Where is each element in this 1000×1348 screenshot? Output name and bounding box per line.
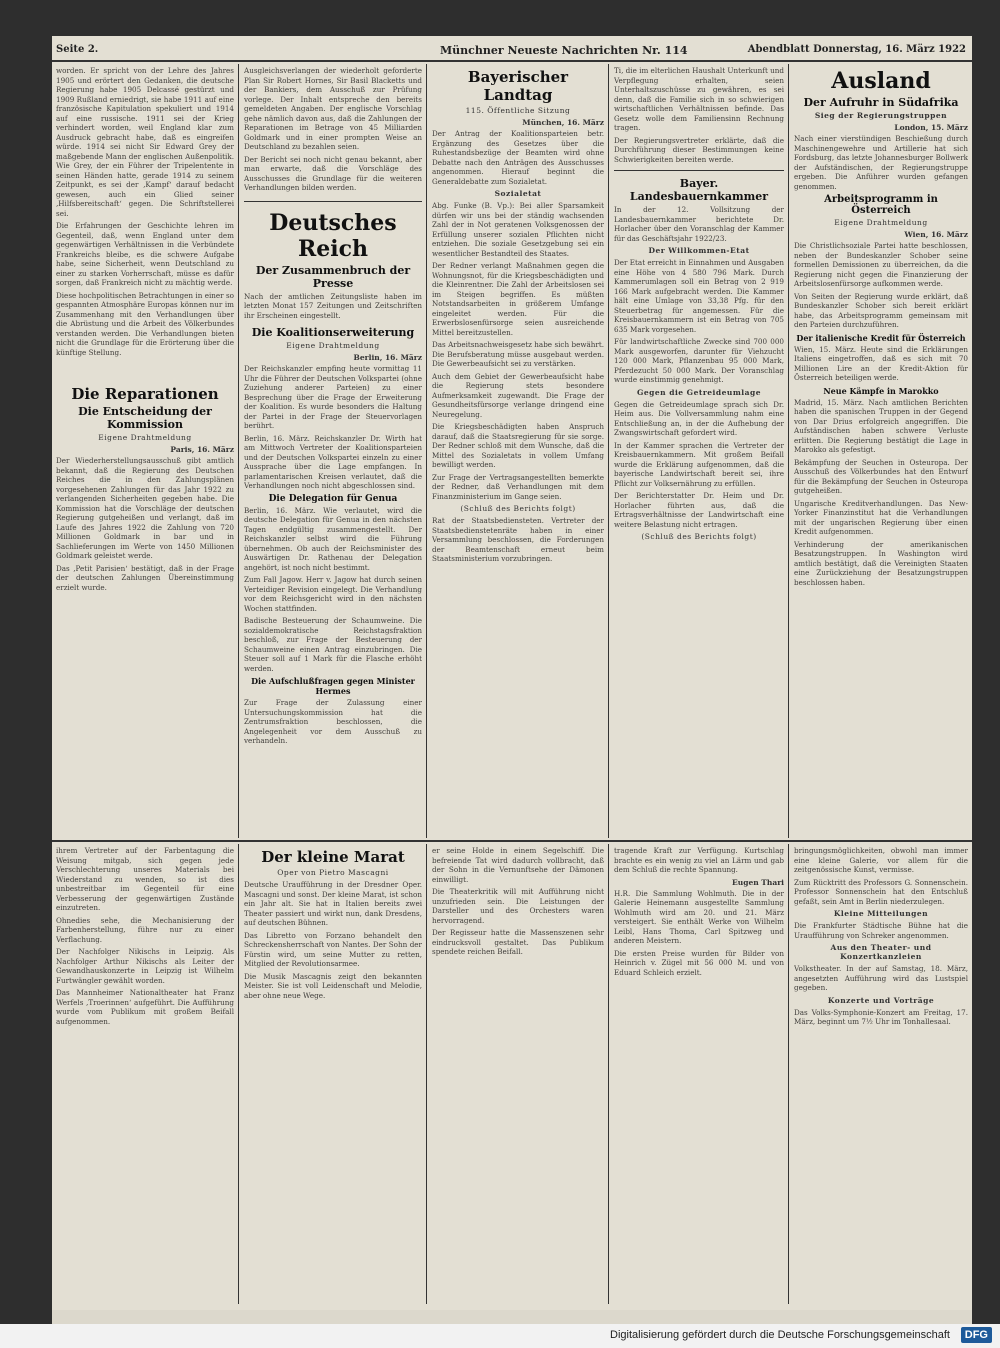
article-text: Nach einer vierstündigen Beschießung durch Maschinengewehre und Artillerie hat sich Fordsburg, das letzte Johannesburger Bollwerk der Aufständischen, der Regierungstruppe ergeben. Die Anführer wurden gefangen genommen. — [794, 134, 968, 191]
article-text: Zur Frage der Zulassung einer Untersuchungskommission hat die Zentrumsfraktion beschlossen, die Angelegenheit vor dem Ausschuß zu verhandeln. — [244, 698, 422, 745]
marat-headline: Der kleine Marat — [261, 848, 405, 866]
article-text: ihrem Vertreter auf der Farbentagung die Weisung mitgab, sich gegen jede Verschlechterung unseres Materials bei Wiederstand zu wenden, so ist dies unbestreitbar im Gegenteil für eine Verbesserung der gegenwärtigen Zustände einzutreten. — [56, 846, 234, 912]
column-5 — [794, 66, 968, 838]
article-text: Der Bericht sei noch nicht genau bekannt, aber man erwarte, daß die Vorschläge des Ausschusses die Grundlage für die weiteren Verhandlungen bilden werden. — [244, 154, 422, 192]
section-label: Sozialetat — [494, 189, 542, 198]
column-2 — [244, 66, 422, 838]
article-text: Bekämpfung der Seuchen in Osteuropa. Der Ausschuß des Völkerbundes hat den Entwurf für die Bekämpfung der Seuchen in Osteuropa gutgeheißen. — [794, 457, 968, 495]
section-rule — [244, 201, 422, 202]
article-text: Die Erfahrungen der Geschichte lehren im Gegenteil, daß, wenn England unter dem gegenwärtigen Verhältnissen in die Verbündete Frankreichs bleibe, es die schwere Aufgabe habe, seine Sicherheit, wenn Deutschland zu einer zu starken Vorherrschaft, müsse es dafür sorgen, daß Frankreich nicht zu mächtig werde. — [56, 221, 234, 287]
article-text: Das Libretto von Forzano behandelt den Schreckensherrschaft von Nantes. Der Sohn der Fürstin wird, um seine Mutter zu retten, Mitglied der Revolutionsarmee. — [244, 930, 422, 968]
article-text: Von Seiten der Regierung wurde erklärt, daß Bundeskanzler Schober sich bereit erklärt habe, das Arbeitsprogramm gemeinsam mit den Parteien durchzuführen. — [794, 291, 968, 329]
article-text: Berlin, 16. März. Wie verlautet, wird die deutsche Delegation für Genua in den nächsten Tagen endgültig zusammengestellt. Der Reichskanzler selbst wird die Führung übernehmen. Ob auch der Reichsminister des Auswärtigen Dr. Rathenau der Delegation angehört, ist noch nicht bestimmt. — [244, 505, 422, 572]
article-text: Zur Frage der Vertragsangestellten bemerkte der Redner, daß Verhandlungen mit dem Finanzministerium im Gange seien. — [432, 472, 604, 501]
article-text: Diese hochpolitischen Betrachtungen in einer so gespannten Atmosphäre Europas können nur im Zusammenhang mit den Verhandlungen über die Abrüstung und die Arbeit des Völkerbundes verstanden werden. Die Verhandlungen bieten nicht die Grundlage für die Erörterung über die künftige Stellung. — [56, 290, 234, 357]
column-rule — [608, 844, 609, 1304]
article-text: Badische Besteuerung der Schaumweine. Die sozialdemokratische Reichstagsfraktion beschloß, zur Frage der Besteuerung der Schaumweine einen Antrag einzubringen. Die Steuer soll auf 1 Mark für die Flasche erhöht werden. — [244, 616, 422, 673]
article-text: Das Volks-Symphonie-Konzert am Freitag, 17. März, beginnt um 7½ Uhr im Tonhallesaal. — [794, 1007, 968, 1026]
article-text: Ohnedies sehe, die Mechanisierung der Farbenherstellung, führe nur zu einer Verflachung. — [56, 915, 234, 944]
article-text: Abg. Funke (B. Vp.): Bei aller Sparsamkeit dürfen wir uns bei der ständig wachsenden Zahl der in Not geratenen Volksgenossen der Erfüllung unserer sozialen Pflichten nicht entziehen. Die soziale Gesetzgebung sei ein wesentlicher Bestandteil des Staates. — [432, 201, 604, 258]
reparations-headline: Die Reparationen — [71, 385, 219, 403]
dateline: Berlin, 16. März — [353, 353, 422, 362]
dateline: Wien, 16. März — [904, 230, 968, 239]
article-text: Ti, die im elterlichen Haushalt Unterkunft und Verpflegung erhalten, seien Unterhaltszuschüsse zu gewähren, es sei denn, daß die Familie sich in so schwierigen wirtschaftlichen Verhältnissen befinde. Das Gesetz wolle dem Familiensinn Rechnung tragen. — [614, 66, 784, 132]
article-text: Ungarische Kreditverhandlungen. Das New-Yorker Finanzinstitut hat die Verhandlungen mit der ungarischen Regierung über einen Kredit aufgenommen. — [794, 498, 968, 536]
article-text: Der Berichterstatter Dr. Heim und Dr. Horlacher führten aus, daß die Ertragsverhältnisse der Landwirtschaft eine weitere Belastung nicht ertragen. — [614, 491, 784, 529]
edition-line: Abendblatt Donnerstag, 16. März 1922 — [747, 44, 966, 55]
continued-note: (Schluß des Berichts folgt) — [460, 504, 576, 513]
article-text: Für landwirtschaftliche Zwecke sind 700 000 Mark ausgeworfen, darunter für Viehzucht 120 000 Mark, Pflanzenbau 95 000 Mark, Pferdezucht 50 000 Mark. Der Voranschlag wurde einstimmig genehmigt. — [614, 337, 784, 384]
aufruhr-headline: Der Aufruhr in Südafrika — [803, 96, 959, 109]
article-text: Der Regisseur hatte die Massenszenen sehr eindrucksvoll gestaltet. Das Publikum spendete reichen Beifall. — [432, 928, 604, 956]
presse-headline: Der Zusammenbruch der Presse — [255, 263, 411, 290]
article-text: In der 12. Vollsitzung der Landesbauernkammer berichtete Dr. Horlacher über den Voranschlag der Kammer für das Geschäftsjahr 1922/23. — [614, 205, 784, 243]
article-text: bringungsmöglichkeiten, obwohl man immer eine kleine Galerie, vor allem für die zeitgenössische Kunst, vermisse. — [794, 846, 968, 874]
article-text: Der Antrag der Koalitionsparteien betr. Ergänzung des Gesetzes über die Ruhestandsbezüge der Beamten wird ohne Debatte nach den Anträgen des Ausschusses angenommen. Hierauf beginnt die Generaldebatte zum Sozialetat. — [432, 129, 604, 186]
article-text: Die ersten Preise wurden für Bilder von Heinrich v. Zügel mit 56 000 M. und von Eduard Schleich erzielt. — [614, 948, 784, 977]
arbeitsprogramm-headline: Arbeitsprogramm in Österreich — [824, 194, 938, 216]
article-text: Der Etat erreicht in Einnahmen und Ausgaben eine Höhe von 4 580 796 Mark. Durch Kammerumlagen soll ein Betrag von 2 919 166 Mark aufgebracht werden. Die Kammer hält eine Umlage von 33,38 Pfg. für den Steuerbetrag für angemessen. Für die Kreisbauernkammern ist ein Betrag von 705 635 Mark vorgesehen. — [614, 258, 784, 334]
reparations-subheadline: Die Entscheidung der Kommission — [78, 405, 212, 431]
author-signature: Eugen Thari — [732, 877, 784, 887]
article-text: Rat der Staatsbediensteten. Vertreter der Staatsbedienstetenräte haben in einer Versammlung beschlossen, die Forderungen der Beamtenschaft erneut beim Staatsministerium vorzubringen. — [432, 516, 604, 563]
marokko-headline: Neue Kämpfe in Marokko — [823, 385, 939, 396]
continued-note: (Schluß des Berichts folgt) — [641, 532, 757, 541]
hermes-headline: Die Aufschlußfragen gegen Minister Hermes — [251, 676, 415, 696]
feuilleton-column-5 — [794, 846, 968, 1304]
column-4 — [614, 66, 784, 838]
genua-headline: Die Delegation für Genua — [268, 493, 398, 504]
article-text: Der Nachfolger Nikischs in Leipzig. Als Nachfolger Arthur Nikischs als Leiter der Gewandhauskonzerte in Leipzig ist Wilhelm Furtwängler gewählt worden. — [56, 947, 234, 985]
column-rule — [426, 64, 427, 838]
article-text: Verhinderung der amerikanischen Besatzungstruppen. In Washington wird amtlich bestätigt, daß die Vereinigten Staaten eine Zurückziehung der Besatzungstruppen beschlossen haben. — [794, 539, 968, 587]
column-rule — [238, 64, 239, 838]
article-text: Der Wiederherstellungsausschuß gibt amtlich bekannt, daß die Regierung des Deutschen Reiches die in den Zahlungsplänen vorgesehenen Zahlungen für das Jahr 1922 zu verlangenden Sicherheiten gegeben habe. Die Kommission hat die Vorschläge der deutschen Regierung gutgeheißen und verlangt, daß im Laufe des Jahres 1922 die Zahlung von 720 Millionen Goldmark in bar und in Sachlieferungen im Werte von 1450 Millionen Goldmark geleistet werde. — [56, 456, 234, 560]
marat-subheadline: Oper von Pietro Mascagni — [277, 868, 389, 877]
article-text: In der Kammer sprachen die Vertreter der Kreisbauernkammern. Mit großem Beifall wurde die Erklärung aufgenommen, daß die bayerische Landwirtschaft bereit sei, ihre Pflicht zur Volksernährung zu erfüllen. — [614, 440, 784, 488]
dfg-badge-text: DFG — [964, 1329, 988, 1341]
subheadline: Sieg der Regierungstruppen — [814, 111, 948, 120]
funding-notice: Digitalisierung gefördert durch die Deutsche Forschungsgemeinschaft — [610, 1329, 950, 1341]
article-text: Die Frankfurter Städtische Bühne hat die Uraufführung von Schreker angenommen. — [794, 921, 968, 940]
kredit-headline: Der italienische Kredit für Österreich — [796, 332, 966, 343]
session-line: 115. Öffentliche Sitzung — [465, 106, 571, 115]
article-text: Die Theaterkritik will mit Aufführung nicht unzufrieden sein. Die Leistungen der Darsteller und des Orchesters waren hervorragend. — [432, 887, 604, 925]
masthead: Münchner Neueste Nachrichten Nr. 114 — [440, 44, 688, 57]
feuilleton-column-1 — [56, 846, 234, 1304]
page-bottom-margin — [52, 1310, 972, 1324]
article-text: Das Mannheimer Nationaltheater hat Franz Werfels ‚Troerinnen‘ aufgeführt. Die Aufführung wurde vom Publikum mit großem Beifall aufgenommen. — [56, 988, 234, 1026]
article-text: Zum Rücktritt des Professors G. Sonnenschein. Professor Sonnenschein hat den Entschluß gefaßt, sein Amt in Berlin niederzulegen. — [794, 877, 968, 906]
section-label: Aus den Theater- und Konzertkanzleien — [830, 943, 932, 961]
column-3 — [432, 66, 604, 838]
section-label: Der Willkommen-Etat — [648, 246, 750, 255]
article-text: Die Musik Mascagnis zeigt den bekannten Meister. Sie ist voll Leidenschaft und Melodie, aber ohne neue Wege. — [244, 971, 422, 1000]
source-line: Eigene Drahtmeldung — [286, 341, 380, 350]
feuilleton-column-4 — [614, 846, 784, 1304]
article-text: Ausgleichsverlangen der wiederholt geforderte Plan Sir Robert Hornes, Sir Basil Blacketts und der Bankiers, dem Ausschuß zur Prüfung vorlege. Der Inhalt entspreche den bereits gemeldeten Angaben. Der englische Vorschlag gehe nämlich davon aus, daß die Zahlungen der Reparationen im Betrage von 45 Milliarden Goldmark und in einer prompten Weise an Deutschland zu bezahlen seien. — [244, 66, 422, 151]
article-text: Deutsche Uraufführung in der Dresdner Oper. Mascagni und sonst. Der kleine Marat, ist schon ein Jahr alt. Sie hat in Italien bereits zwei Theater passiert und wirkt nun, dank Dresdens, auf deutschen Bühnen. — [244, 880, 422, 927]
article-text: Auch dem Gebiet der Gewerbeaufsicht habe die Regierung stets besondere Aufmerksamkeit zugewandt. Die Frage der Gesundheitsfürsorge verlange dringend eine Neuregelung. — [432, 371, 604, 419]
digitization-footer — [0, 1324, 1000, 1348]
feuilleton-rule — [52, 840, 972, 842]
article-text: worden. Er spricht von der Lehre des Jahres 1905 und erörtert den Gedanken, die deutsche Regierung habe 1905 Delcassé gestürzt und 1909 Rußland erniedrigt, sie habe 1911 auf eine französische Kapitulation spekuliert und 1914 auf eine russische. 1911 sei der Krieg verhindert worden, weil England klar zum Ausdruck gebracht habe, daß es eingreifen würde. 1914 sei nicht Sir Edward Grey der maßgebende Mann der englischen Außenpolitik. Wie Grey, der ein Führer der Tripelentente in seinen Händen hatte, gerade 1914 zu seinem Zeitpunkt, es sei der ‚Kampf‘ darauf bedacht gewesen, auch ein Glied seiner ‚Hilfsbereitschaft‘ gegen. Die Schriftstellerei sei. — [56, 66, 234, 218]
section-label: Kleine Mitteilungen — [833, 909, 929, 918]
article-text: Gegen die Getreideumlage sprach sich Dr. Heim aus. Die Vollversammlung nahm eine Entschließung an, in der die Aufhebung der Zwangswirtschaft gefordert wird. — [614, 399, 784, 437]
column-rule — [426, 844, 427, 1304]
column-rule — [608, 64, 609, 838]
article-text: Nach der amtlichen Zeitungsliste haben im letzten Monat 157 Zeitungen und Zeitschriften ihr Erscheinen eingestellt. — [244, 291, 422, 320]
article-text: Der Regierungsvertreter erklärte, daß die Durchführung dieser Bestimmungen keine Schwierigkeiten bereiten werde. — [614, 135, 784, 164]
article-text: Volkstheater. In der auf Samstag, 18. März, angesetzten Aufführung wird das Lustspiel gegeben. — [794, 964, 968, 992]
article-text: Wien, 15. März. Heute sind die Erklärungen Italiens eingetroffen, daß es sich mit 70 Millionen Lire an der Kredit-Aktion für Österreich beteiligen werde. — [794, 344, 968, 382]
dateline: Paris, 16. März — [170, 445, 234, 454]
newspaper-page — [52, 36, 972, 1310]
koalition-headline: Die Koalitionserweiterung — [251, 326, 415, 339]
article-text: tragende Kraft zur Verfügung. Kurtschlag brachte es ein wenig zu viel an Lärm und gab dem Schluß die rechte Spannung. — [614, 846, 784, 874]
ausland-headline: Ausland — [831, 68, 931, 94]
article-text: Die Christlichsoziale Partei hatte beschlossen, neben der Bundeskanzler Schober seine formellen Demissionen zu überreichen, da die Regierung nicht gegen die Finanzierung der Arbeitslosenfürsorge aufkommen werde. — [794, 241, 968, 288]
header-rule — [52, 60, 972, 62]
section-label: Gegen die Getreideumlage — [636, 387, 762, 397]
page-label: Seite 2. — [56, 44, 99, 55]
section-rule — [614, 170, 784, 171]
feuilleton-column-3 — [432, 846, 604, 1304]
article-text: Madrid, 15. März. Nach amtlichen Berichten haben die spanischen Truppen in der Gegend von Dar Drius erfolgreich angegriffen. Die Aufständischen haben schwere Verluste erlitten. Die Regierung bestätigt die Lage in Marokko als gefestigt. — [794, 397, 968, 454]
dateline: London, 15. März — [894, 123, 968, 132]
dfg-logo — [961, 1327, 992, 1343]
bauernkammer-headline: Bayer. Landesbauernkammer — [629, 177, 769, 203]
column-rule — [788, 844, 789, 1304]
article-text: Das Arbeitsnachweisgesetz habe sich bewährt. Die Berufsberatung müsse ausgebaut werden. Die Gewerbeaufsicht sei zu verstärken. — [432, 340, 604, 368]
deutsches-reich-headline: Deutsches Reich — [269, 209, 397, 262]
article-text: Berlin, 16. März. Reichskanzler Dr. Wirth hat am Mittwoch Vertreter der Koalitionsparteien und der Deutschen Volkspartei einzeln zu einer Aussprache über die Lage empfangen. In parlamentarischen Kreisen verlautet, daß die Verhandlungen noch nicht abgeschlossen sind. — [244, 433, 422, 490]
column-rule — [788, 64, 789, 838]
article-text: Der Redner verlangt Maßnahmen gegen die Wohnungsnot, für die Kriegsbeschädigten und die Kleinrentner. Die Zahl der Arbeitslosen sei im Steigen begriffen. Es müßten Notstandsarbeiten in größerem Umfange eingeleitet werden. Für die Erwerbslosenfürsorge seien ausreichende Mittel bereitzustellen. — [432, 261, 604, 337]
feuilleton-column-2 — [244, 846, 422, 1304]
article-text: Die Kriegsbeschädigten haben Anspruch darauf, daß die Staatsregierung für sie sorge. Der Redner schloß mit dem Wunsche, daß die Mittel des Sozialetats in vollem Umfang bewilligt werden. — [432, 422, 604, 469]
column-1 — [56, 66, 234, 838]
article-text: er seine Holde in einem Segelschiff. Die befreiende Tat wird dadurch vollbracht, daß der Sohn in die Vernunftsehe der Dämonen einwilligt. — [432, 846, 604, 884]
article-text: Der Reichskanzler empfing heute vormittag 11 Uhr die Führer der Deutschen Volkspartei (ohne Zuziehung anderer Parteien) zu einer Besprechung über die Frage der Erweiterung der Koalition. Es wurde besonders die Haltung der Partei in der Frage der Steuervorlagen berührt. — [244, 364, 422, 430]
source-line: Eigene Drahtmeldung — [98, 433, 192, 442]
article-text: Das ‚Petit Parisien‘ bestätigt, daß in der Frage der deutschen Zahlungen Übereinstimmung erzielt wurde. — [56, 563, 234, 592]
dateline: München, 16. März — [522, 118, 604, 127]
source-line: Eigene Drahtmeldung — [834, 218, 928, 227]
article-text: H.R. Die Sammlung Wohlmuth. Die in der Galerie Heinemann ausgestellte Sammlung Wohlmuth wird am 20. und 21. März versteigert. Sie enthält Werke von Wilhelm Leibl, Hans Thoma, Carl Spitzweg und anderen Meistern. — [614, 888, 784, 945]
article-text: Zum Fall Jagow. Herr v. Jagow hat durch seinen Verteidiger Revision eingelegt. Die Verhandlung vor dem Reichsgericht wird in den nächsten Wochen stattfinden. — [244, 575, 422, 613]
landtag-headline: Bayerischer Landtag — [467, 68, 569, 104]
column-rule — [238, 844, 239, 1304]
section-label: Konzerte und Vorträge — [827, 995, 935, 1005]
